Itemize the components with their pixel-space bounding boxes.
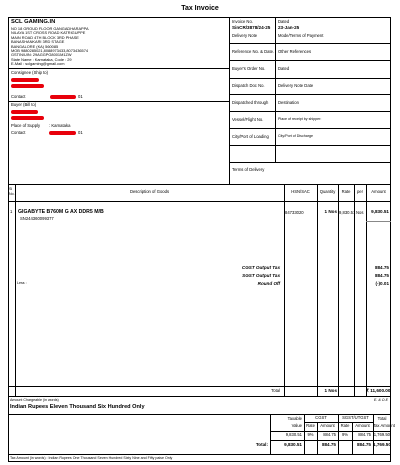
destination-label: Destination <box>278 100 299 105</box>
buyer-label: Buyer (Bill to) <box>11 102 37 107</box>
col-description: Description of Goods <box>129 189 170 194</box>
summary-total-label: Total: <box>255 442 268 447</box>
mode-terms-label: Mode/Terms of Payment <box>278 33 324 38</box>
delivery-note-label: Delivery Note <box>232 33 258 38</box>
col-amount: Amount <box>371 189 386 194</box>
invoice-no-label: Invoice No. <box>232 19 253 24</box>
reference-label: Reference No. & Date. <box>232 49 275 54</box>
other-references-label: Other References <box>278 49 312 54</box>
round-off-amount: (-)0.01 <box>375 281 389 286</box>
less-label: Less : <box>17 281 27 285</box>
item-rate: 9,830.51 <box>339 210 356 215</box>
place-receipt-label: Place of receipt by shipper: <box>278 117 322 121</box>
item-per: Nos <box>356 210 364 215</box>
seller-address-line: MOB 9880285021,8088973433,8073436574 <box>11 48 89 53</box>
place-of-supply-label: Place of Supply <box>11 123 41 128</box>
redaction-mark <box>11 84 44 88</box>
tax-cgst-label: CGST Output Tax <box>241 265 280 270</box>
buyer-contact-value: 01 <box>78 130 83 135</box>
col-sl-line1: Sl <box>9 187 13 191</box>
seller-name: SCL GAMING.IN <box>11 19 56 25</box>
round-off-label: Round Off <box>257 281 280 286</box>
consignee-contact-value: 01 <box>78 94 83 99</box>
total-tax-header-1: Total <box>377 416 387 421</box>
redaction-mark <box>50 95 76 99</box>
eoe-label: E. & O.E <box>374 398 388 402</box>
tax-cgst-amount: 884.75 <box>374 265 389 270</box>
col-per: per <box>356 189 364 194</box>
amount-in-words: Indian Rupees Eleven Thousand Six Hundred Only <box>10 404 145 410</box>
col-sl-line2: No. <box>9 192 15 196</box>
total-label: Total <box>271 388 280 393</box>
seller-address-line: BANGALORE (KA) 560085 <box>11 43 59 49</box>
dated-value: 23-Jan-25 <box>278 25 300 30</box>
redaction-mark <box>11 110 38 114</box>
summary-cgst-rate: 9% <box>307 432 314 437</box>
cgst-header: CGST <box>315 415 327 420</box>
dated-label: Dated <box>278 19 290 24</box>
item-hsn: 84733020 <box>285 210 304 215</box>
item-serial: SN244360099377 <box>20 216 54 221</box>
col-hsn: HSN/SAC <box>291 189 310 194</box>
invoice-no-value: SinCR/3878/24-25 <box>232 25 271 30</box>
summary-total-cgst: 884.75 <box>321 442 336 447</box>
summary-sgst-rate: 9% <box>341 432 349 437</box>
sgst-header: SGST/UTGST <box>342 415 369 420</box>
amount-words-label: Amount Chargeable (in words) <box>10 398 59 402</box>
place-of-supply-value: : Karnataka <box>49 123 71 128</box>
summary-taxable: 9,830.51 <box>285 432 302 437</box>
redaction-mark <box>11 78 39 82</box>
seller-address-line: NILAYA 1ST CROSS ROAD KATRIGUPPE <box>11 30 86 36</box>
redaction-mark <box>11 116 44 120</box>
port-discharge-label: City/Port of Discharge <box>278 134 313 138</box>
buyer-contact-label: Contact <box>11 130 26 135</box>
summary-sgst-amount: 884.75 <box>358 432 371 437</box>
tax-amount-in-words: Tax Amount (in words) : Indian Rupees One Thousand Seven Hundred Sixty Nine and Fifty paise Only <box>10 456 173 460</box>
vessel-label: Vessel/Flight No. <box>232 117 264 122</box>
summary-cgst-amount: 884.75 <box>323 432 336 437</box>
consignee-contact-label: Contact <box>11 94 26 99</box>
col-rate: Rate <box>341 189 351 194</box>
sgst-amount-header: Amount <box>355 423 370 428</box>
dispatch-doc-label: Dispatch Doc No. <box>232 83 265 88</box>
tax-sgst-amount: 884.75 <box>374 273 389 278</box>
seller-address-line: MAIN ROAD 4TH BLOCK 3RD PHASE <box>11 34 79 40</box>
summary-total-sgst: 884.75 <box>356 442 371 447</box>
summary-total-tax: 1,769.50 <box>373 432 390 437</box>
total-qty: 1 Nos <box>324 388 337 393</box>
delivery-note-date-label: Delivery Note Date <box>278 83 314 88</box>
city-loading-label: City/Port of Loading <box>232 134 269 139</box>
seller-address-line: GSTIN/UIN: 29AGGPG8001M1ZW <box>11 52 72 58</box>
seller-address-line: NO 18 GROUD FLOOR GANGADHARAPPA <box>11 26 89 31</box>
summary-total-tax-amount: 1,769.50 <box>373 442 391 447</box>
terms-delivery-label: Terms of Delivery <box>232 167 265 172</box>
tax-sgst-label: SGST Output Tax <box>242 273 280 278</box>
item-sl: 1 <box>10 209 13 214</box>
item-amount: 9,830.51 <box>371 209 389 214</box>
sgst-rate-header: Rate <box>340 423 350 428</box>
cgst-amount-header: Amount <box>320 423 335 428</box>
seller-address-line: State Name : Karnataka, Code : 29 <box>11 56 72 62</box>
cgst-rate-header: Rate <box>306 423 315 428</box>
seller-address-line: E-Mail : sclgaming@gmail.com <box>11 61 65 67</box>
total-amount: ₹ 11,600.00 <box>366 388 391 393</box>
taxable-value-label-1: Taxable <box>287 416 302 421</box>
order-dated-label: Dated <box>278 66 290 71</box>
col-quantity: Quantity <box>319 189 336 194</box>
item-name: GIGABYTE B760M G AX DDR5 M/B <box>18 209 104 215</box>
taxable-value-label-2: Value <box>291 423 302 428</box>
buyers-order-label: Buyer's Order No. <box>232 66 266 71</box>
dispatched-through-label: Dispatched through <box>232 100 269 105</box>
redaction-mark <box>49 131 76 135</box>
summary-total-taxable: 9,830.51 <box>284 442 302 447</box>
invoice-title: Tax Invoice <box>181 5 219 12</box>
total-tax-header-2: Tax Amount <box>373 423 395 428</box>
consignee-label: Consignee (Ship to) <box>11 70 49 75</box>
item-qty: 1 Nos <box>324 209 337 214</box>
seller-address-line: BANASHANKARI 3RD STAGE <box>11 39 65 45</box>
